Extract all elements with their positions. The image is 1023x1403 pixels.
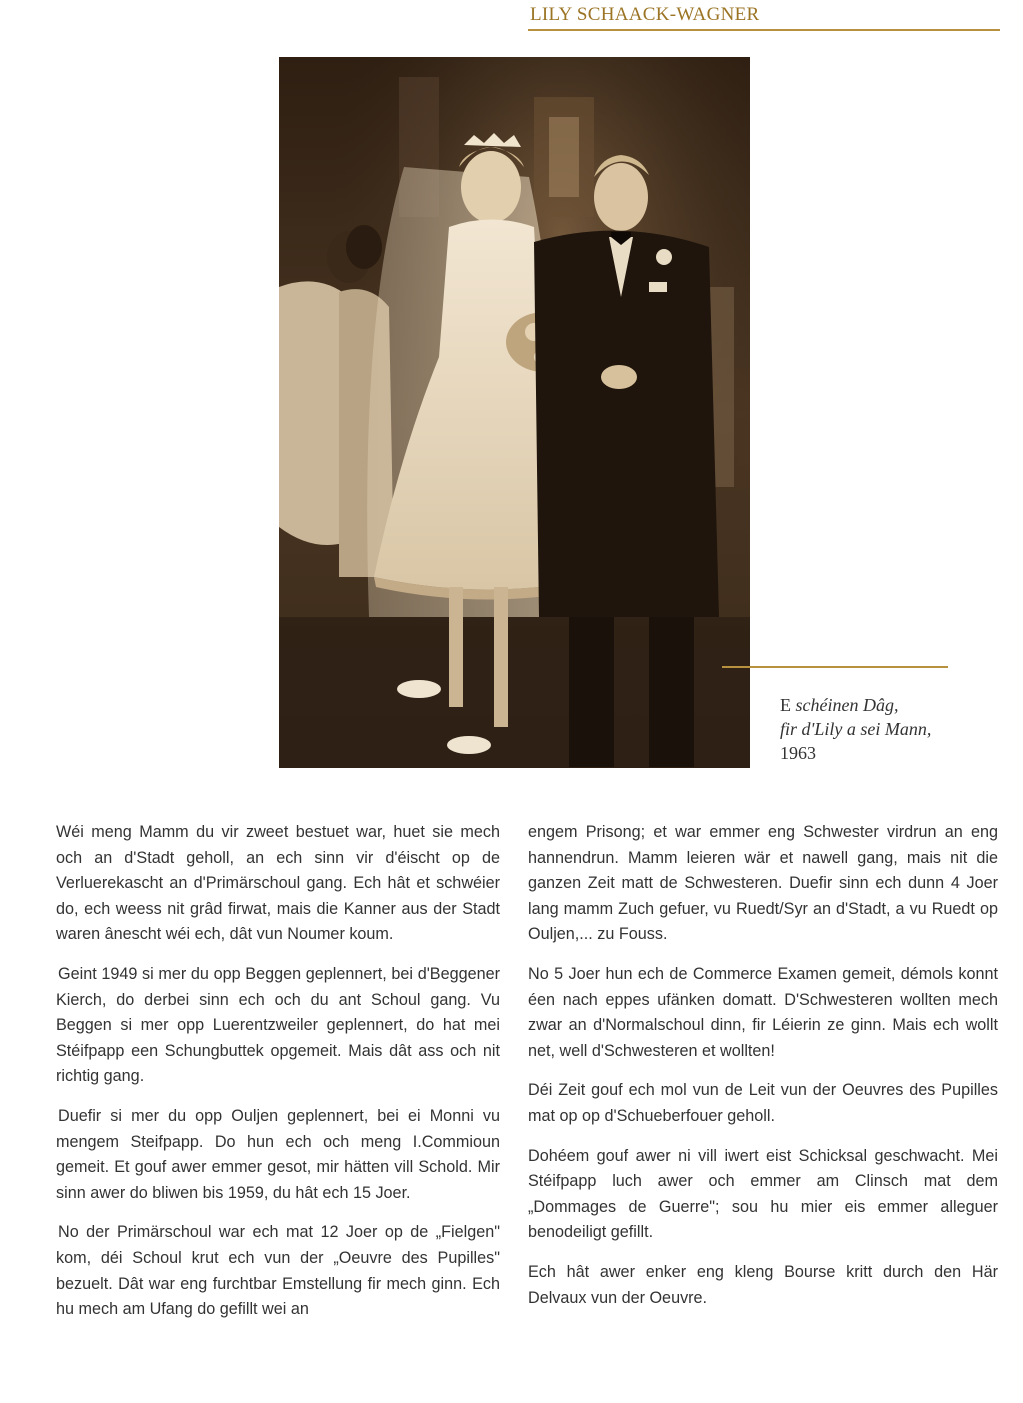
wedding-photo-image <box>279 57 750 768</box>
right-paragraph-5: Ech hât awer enker eng kleng Bourse kritt durch den Här Delvaux vun der Oeuvre. <box>528 1262 998 1307</box>
right-paragraph-2: No 5 Joer hun ech de Commerce Examen gemeit, démols konnt éen nach eppes ufänken domatt. D'Schwesteren wollten mech zwar an d'Normalschoul dinn, fir Léierin ze ginn. Mais ech wollt net, well d'Schwesteren et wollten! <box>528 964 998 1060</box>
left-paragraph-3: Duefir si mer du opp Ouljen geplennert, bei ei Monni vu mengem Steifpapp. Do hun ech och meng I.Commioun gemeit. Et gouf awer emmer gesot, mir hätten vill Schold. Mir sinn awer do bliwen bis 1959, du hât ech 15 Joer. <box>56 1106 500 1202</box>
caption-line-2: fir d'Lily a sei Mann, <box>780 719 932 739</box>
right-column <box>528 820 998 1325</box>
header-title: LILY SCHAACK-WAGNER <box>530 4 760 25</box>
caption-line-3: 1963 <box>780 743 816 763</box>
right-paragraph-4: Dohéem gouf awer ni vill iwert eist Schicksal geschwacht. Mei Stéifpapp luch awer och emmer am Clinsch mat dem „Dommages de Guerre"; sou hu mier eis emmer alleguer benodeiligt gefillt. <box>528 1146 998 1242</box>
caption-line-1-italic: schéinen Dâg, <box>795 695 899 715</box>
left-paragraph-2: Geint 1949 si mer du opp Beggen geplennert, bei d'Beggener Kierch, do derbei sinn ech och du ant Schoul gang. Vu Beggen si mer opp Luerentzweiler geplennert, do hat mei Stéifpapp een Schungbuttek opgemeit. Mais dât ass och nit richtig gang. <box>56 964 500 1086</box>
right-paragraph-3: Déi Zeit gouf ech mol vun de Leit vun der Oeuvres des Pupilles mat op op d'Schueberfouer geholl. <box>528 1081 998 1125</box>
left-paragraph-4: No der Primärschoul war ech mat 12 Joer op de „Fielgen" kom, déi Schoul krut ech vun der „Oeuvre des Pupilles" bezuelt. Dât war eng furchtbar Emstellung fir mech ginn. Ech hu mech am Ufang do gefillt wei an <box>56 1223 500 1319</box>
left-column <box>56 820 500 1337</box>
photo-caption <box>780 693 980 765</box>
right-paragraph-1: engem Prisong; et war emmer eng Schwester virdrun an eng hannendrun. Mamm leieren wär et nawell gang, mais nit die ganzen Zeit matt de Schwesteren. Duefir sinn ech dunn 4 Joer lang mamm Zuch gefuer, vu Ruedt/Syr an d'Stadt, a vu Ruedt op Ouljen,... zu Fouss. <box>528 823 998 944</box>
wedding-photo <box>279 57 750 768</box>
page-header <box>528 2 1000 31</box>
caption-line-1 <box>780 693 980 717</box>
caption-line-1-prefix: E <box>780 695 796 715</box>
caption-divider <box>722 666 948 668</box>
left-paragraph-1: Wéi meng Mamm du vir zweet bestuet war, huet sie mech och an d'Stadt geholl, an ech sinn vir d'éischt op de Verluerekascht an d'Primärschoul gang. Ech hât et schwéier do, ech weess nit grâd firwat, mais die Kanner aus der Stadt waren ânescht wéi ech, dât vun Noumer koum. <box>56 823 500 944</box>
